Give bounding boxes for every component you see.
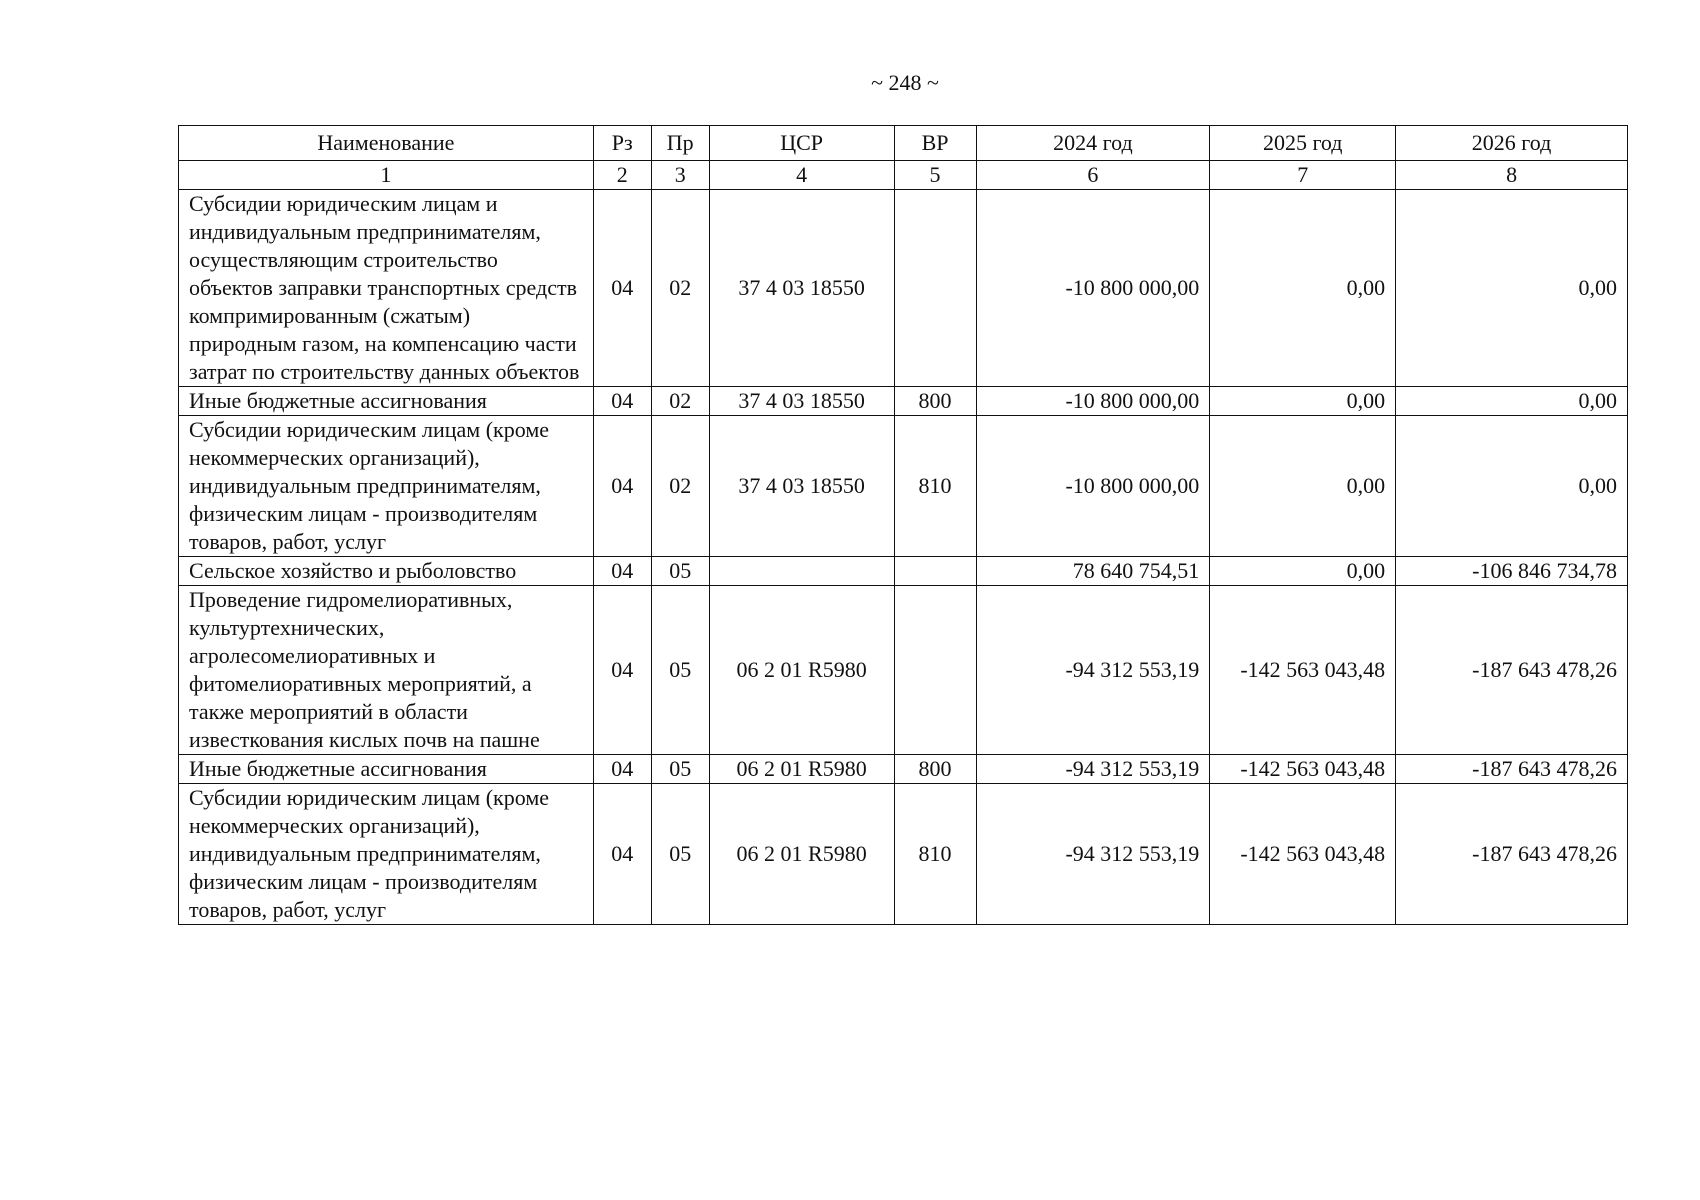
row-2024: -94 312 553,19	[976, 784, 1210, 925]
column-number: 1	[179, 161, 594, 190]
row-rz: 04	[593, 755, 651, 784]
row-2026: -187 643 478,26	[1396, 755, 1628, 784]
row-name: Субсидии юридическим лицам (кроме некоммерческих организаций), индивидуальным предпринимателям, физическим лицам - производителям товаров, работ, услуг	[179, 784, 594, 925]
column-number-row	[179, 161, 1628, 190]
table-row	[179, 190, 1628, 387]
table-row	[179, 784, 1628, 925]
row-2025: 0,00	[1210, 387, 1396, 416]
row-2026: -106 846 734,78	[1396, 557, 1628, 586]
row-2026: -187 643 478,26	[1396, 784, 1628, 925]
header-rz: Рз	[593, 126, 651, 161]
row-rz: 04	[593, 586, 651, 755]
row-2025: -142 563 043,48	[1210, 586, 1396, 755]
row-rz: 04	[593, 784, 651, 925]
header-2025: 2025 год	[1210, 126, 1396, 161]
row-name: Проведение гидромелиоративных, культуртехнических, агролесомелиоративных и фитомелиоративных мероприятий, а также мероприятий в области известкования кислых почв на пашне	[179, 586, 594, 755]
column-number: 8	[1396, 161, 1628, 190]
row-pr: 02	[651, 416, 709, 557]
row-csr	[709, 557, 894, 586]
budget-table	[178, 125, 1628, 925]
row-csr: 37 4 03 18550	[709, 387, 894, 416]
header-pr: Пр	[651, 126, 709, 161]
row-pr: 05	[651, 586, 709, 755]
row-2024: -10 800 000,00	[976, 387, 1210, 416]
header-row	[179, 126, 1628, 161]
column-number: 4	[709, 161, 894, 190]
row-rz: 04	[593, 387, 651, 416]
row-2025: 0,00	[1210, 557, 1396, 586]
row-vr: 810	[894, 416, 976, 557]
row-csr: 37 4 03 18550	[709, 190, 894, 387]
row-2026: -187 643 478,26	[1396, 586, 1628, 755]
row-2024: -94 312 553,19	[976, 755, 1210, 784]
row-2025: 0,00	[1210, 416, 1396, 557]
row-vr: 800	[894, 755, 976, 784]
header-name: Наименование	[179, 126, 594, 161]
row-pr: 05	[651, 557, 709, 586]
row-rz: 04	[593, 557, 651, 586]
row-csr: 06 2 01 R5980	[709, 784, 894, 925]
row-csr: 37 4 03 18550	[709, 416, 894, 557]
table-row	[179, 557, 1628, 586]
row-2024: -10 800 000,00	[976, 190, 1210, 387]
table-row	[179, 586, 1628, 755]
row-pr: 05	[651, 784, 709, 925]
row-2025: -142 563 043,48	[1210, 755, 1396, 784]
row-2026: 0,00	[1396, 387, 1628, 416]
row-name: Иные бюджетные ассигнования	[179, 755, 594, 784]
row-name: Сельское хозяйство и рыболовство	[179, 557, 594, 586]
column-number: 2	[593, 161, 651, 190]
row-pr: 05	[651, 755, 709, 784]
row-2024: -94 312 553,19	[976, 586, 1210, 755]
row-vr	[894, 586, 976, 755]
table-row	[179, 416, 1628, 557]
header-2026: 2026 год	[1396, 126, 1628, 161]
column-number: 7	[1210, 161, 1396, 190]
row-vr	[894, 557, 976, 586]
row-vr: 800	[894, 387, 976, 416]
table-row	[179, 387, 1628, 416]
row-2024: 78 640 754,51	[976, 557, 1210, 586]
row-csr: 06 2 01 R5980	[709, 755, 894, 784]
row-pr: 02	[651, 190, 709, 387]
table-row	[179, 755, 1628, 784]
row-name: Субсидии юридическим лицам и индивидуальным предпринимателям, осуществляющим строительство объектов заправки транспортных средств компримированным (сжатым) природным газом, на компенсацию части затрат по строительству данных объектов	[179, 190, 594, 387]
row-pr: 02	[651, 387, 709, 416]
column-number: 6	[976, 161, 1210, 190]
row-rz: 04	[593, 416, 651, 557]
row-vr: 810	[894, 784, 976, 925]
row-csr: 06 2 01 R5980	[709, 586, 894, 755]
header-2024: 2024 год	[976, 126, 1210, 161]
row-2024: -10 800 000,00	[976, 416, 1210, 557]
row-2026: 0,00	[1396, 190, 1628, 387]
row-name: Иные бюджетные ассигнования	[179, 387, 594, 416]
row-rz: 04	[593, 190, 651, 387]
page-number: ~ 248 ~	[871, 70, 939, 95]
column-number: 5	[894, 161, 976, 190]
column-number: 3	[651, 161, 709, 190]
header-vr: ВР	[894, 126, 976, 161]
row-name: Субсидии юридическим лицам (кроме некоммерческих организаций), индивидуальным предпринимателям, физическим лицам - производителям товаров, работ, услуг	[179, 416, 594, 557]
row-2025: -142 563 043,48	[1210, 784, 1396, 925]
header-csr: ЦСР	[709, 126, 894, 161]
row-2025: 0,00	[1210, 190, 1396, 387]
row-2026: 0,00	[1396, 416, 1628, 557]
row-vr	[894, 190, 976, 387]
